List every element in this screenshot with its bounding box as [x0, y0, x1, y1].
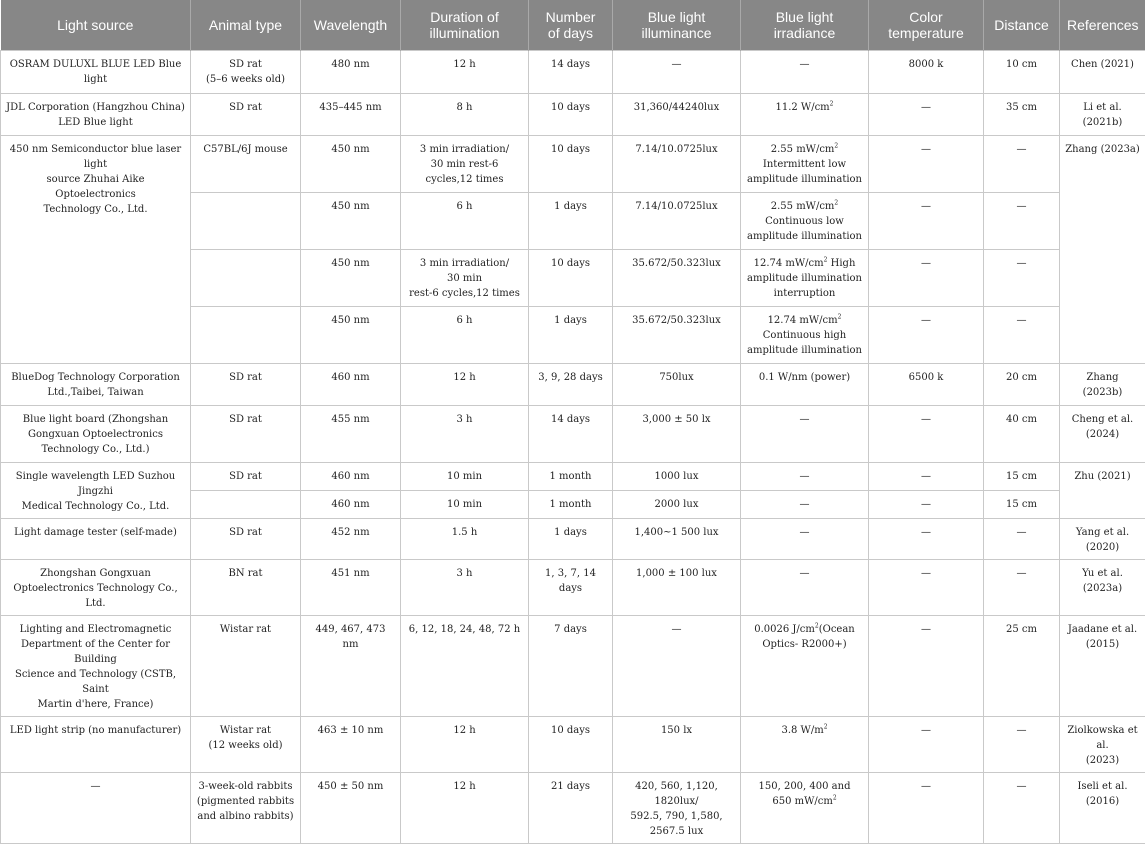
irradiance-value: 12.74 mW/cm: [754, 258, 824, 269]
cell-reference: Yu et al. (2023a): [1060, 560, 1145, 616]
table-row: [1, 406, 1145, 463]
header-irradiance: Blue light irradiance: [741, 0, 869, 51]
cell-light-source: JDL Corporation (Hangzhou China) LED Blue light: [1, 94, 191, 136]
cell-light-source: 450 nm Semiconductor blue laser light source Zhuhai Aike Optoelectronics Technology Co., Ltd.: [1, 136, 191, 364]
cell-days: 14 days: [529, 51, 613, 94]
cell-animal-type: 3-week-old rabbits (pigmented rabbits and albino rabbits): [191, 773, 301, 844]
cell-irradiance: —: [741, 51, 869, 94]
unit-exponent: 2: [834, 200, 838, 207]
table-row: [1, 717, 1145, 773]
cell-wavelength: 480 nm: [301, 51, 401, 94]
cell-color-temperature: 8000 k: [869, 51, 984, 94]
cell-animal-type: SD rat: [191, 519, 301, 560]
cell-illuminance: 2000 lux: [613, 491, 741, 519]
header-illuminance: Blue light illuminance: [613, 0, 741, 51]
cell-irradiance: —: [741, 519, 869, 560]
table-body: [1, 51, 1145, 844]
cell-duration: 3 h: [401, 406, 529, 463]
cell-illuminance: 150 lx: [613, 717, 741, 773]
cell-irradiance: —: [741, 406, 869, 463]
table-row: [1, 773, 1145, 844]
table-row: [1, 136, 1145, 193]
cell-days: 1, 3, 7, 14 days: [529, 560, 613, 616]
cell-distance: —: [984, 519, 1060, 560]
irradiance-value: 150, 200, 400 and 650 mW/cm: [759, 781, 851, 807]
cell-reference: Zhang (2023b): [1060, 364, 1145, 406]
cell-reference: Zhang (2023a): [1060, 136, 1145, 364]
cell-color-temperature: —: [869, 406, 984, 463]
cell-irradiance: —: [741, 491, 869, 519]
cell-distance: —: [984, 250, 1060, 307]
header-distance: Distance: [984, 0, 1060, 51]
cell-irradiance: [741, 136, 869, 193]
cell-light-source: Light damage tester (self-made): [1, 519, 191, 560]
cell-wavelength: 451 nm: [301, 560, 401, 616]
cell-illuminance: —: [613, 616, 741, 717]
cell-distance: —: [984, 717, 1060, 773]
cell-irradiance: —: [741, 560, 869, 616]
irradiance-value: 2.55 mW/cm: [771, 144, 835, 155]
cell-light-source: Lighting and Electromagnetic Department of the Center for Building Science and Technology (CSTB, Saint Martin d'here, France): [1, 616, 191, 717]
cell-illuminance: 420, 560, 1,120, 1820lux/ 592.5, 790, 1,580, 2567.5 lux: [613, 773, 741, 844]
table-row: [1, 94, 1145, 136]
cell-reference: Jaadane et al. (2015): [1060, 616, 1145, 717]
table-row: [1, 519, 1145, 560]
cell-illuminance: 750lux: [613, 364, 741, 406]
cell-wavelength: 435–445 nm: [301, 94, 401, 136]
cell-irradiance: [741, 193, 869, 250]
cell-duration: 10 min: [401, 491, 529, 519]
cell-color-temperature: —: [869, 560, 984, 616]
cell-animal-type: SD rat: [191, 463, 301, 491]
cell-distance: —: [984, 136, 1060, 193]
header-duration: Duration of illumination: [401, 0, 529, 51]
cell-light-source: —: [1, 773, 191, 844]
irradiance-note: Intermittent low amplitude illumination: [747, 159, 862, 185]
cell-wavelength: 450 ± 50 nm: [301, 773, 401, 844]
cell-days: 10 days: [529, 136, 613, 193]
cell-days: 7 days: [529, 616, 613, 717]
cell-duration: 10 min: [401, 463, 529, 491]
cell-illuminance: 35.672/50.323lux: [613, 307, 741, 364]
cell-distance: 25 cm: [984, 616, 1060, 717]
irradiance-value: 12.74 mW/cm: [768, 315, 838, 326]
unit-exponent: 2: [833, 795, 837, 802]
cell-distance: 35 cm: [984, 94, 1060, 136]
cell-illuminance: 1,400~1 500 lux: [613, 519, 741, 560]
cell-days: 10 days: [529, 717, 613, 773]
cell-distance: —: [984, 773, 1060, 844]
header-wavelength: Wavelength: [301, 0, 401, 51]
cell-animal-type: SD rat: [191, 406, 301, 463]
cell-light-source: LED light strip (no manufacturer): [1, 717, 191, 773]
unit-exponent: 2: [824, 257, 828, 264]
cell-color-temperature: —: [869, 463, 984, 491]
cell-light-source: Single wavelength LED Suzhou Jingzhi Medical Technology Co., Ltd.: [1, 463, 191, 519]
cell-days: 21 days: [529, 773, 613, 844]
header-color-temperature: Color temperature: [869, 0, 984, 51]
cell-irradiance: [741, 773, 869, 844]
cell-light-source: BlueDog Technology Corporation Ltd.,Taibei, Taiwan: [1, 364, 191, 406]
cell-irradiance: —: [741, 463, 869, 491]
cell-wavelength: 450 nm: [301, 136, 401, 193]
cell-color-temperature: —: [869, 307, 984, 364]
header-row: [1, 0, 1145, 51]
cell-animal-type: [191, 193, 301, 250]
cell-wavelength: 450 nm: [301, 250, 401, 307]
irradiance-note: Continuous high amplitude illumination: [747, 330, 862, 356]
cell-distance: 15 cm: [984, 463, 1060, 491]
cell-wavelength: 460 nm: [301, 364, 401, 406]
cell-duration: 12 h: [401, 364, 529, 406]
irradiance-note: Continuous low amplitude illumination: [747, 216, 862, 242]
cell-illuminance: 31,360/44240lux: [613, 94, 741, 136]
cell-illuminance: 3,000 ± 50 lx: [613, 406, 741, 463]
cell-wavelength: 460 nm: [301, 491, 401, 519]
table-row: [1, 364, 1145, 406]
cell-reference: Yang et al. (2020): [1060, 519, 1145, 560]
cell-color-temperature: —: [869, 717, 984, 773]
cell-animal-type: SD rat (5–6 weeks old): [191, 51, 301, 94]
cell-distance: —: [984, 307, 1060, 364]
cell-duration: 3 min irradiation/ 30 min rest-6 cycles,12 times: [401, 136, 529, 193]
cell-irradiance: [741, 717, 869, 773]
cell-illuminance: 1000 lux: [613, 463, 741, 491]
cell-illuminance: —: [613, 51, 741, 94]
cell-animal-type: C57BL/6J mouse: [191, 136, 301, 193]
cell-illuminance: 7.14/10.0725lux: [613, 136, 741, 193]
cell-wavelength: 460 nm: [301, 463, 401, 491]
cell-color-temperature: —: [869, 136, 984, 193]
cell-reference: Cheng et al. (2024): [1060, 406, 1145, 463]
cell-distance: —: [984, 560, 1060, 616]
table-row: [1, 463, 1145, 491]
cell-illuminance: 1,000 ± 100 lux: [613, 560, 741, 616]
cell-days: 1 days: [529, 519, 613, 560]
cell-color-temperature: —: [869, 616, 984, 717]
cell-days: 1 days: [529, 307, 613, 364]
header-number-of-days: Number of days: [529, 0, 613, 51]
cell-color-temperature: —: [869, 773, 984, 844]
cell-light-source: OSRAM DULUXL BLUE LED Blue light: [1, 51, 191, 94]
cell-wavelength: 463 ± 10 nm: [301, 717, 401, 773]
cell-color-temperature: —: [869, 519, 984, 560]
irradiance-value: 11.2 W/cm: [775, 102, 829, 113]
cell-light-source: Blue light board (Zhongshan Gongxuan Optoelectronics Technology Co., Ltd.): [1, 406, 191, 463]
unit-exponent: 2: [838, 314, 842, 321]
cell-color-temperature: —: [869, 491, 984, 519]
cell-animal-type: SD rat: [191, 94, 301, 136]
cell-wavelength: 450 nm: [301, 307, 401, 364]
cell-color-temperature: —: [869, 250, 984, 307]
table-header: [1, 0, 1145, 51]
irradiance-note: High amplitude illumination interruption: [747, 258, 862, 299]
cell-days: 10 days: [529, 94, 613, 136]
cell-duration: 12 h: [401, 717, 529, 773]
cell-irradiance: 0.1 W/nm (power): [741, 364, 869, 406]
table-row: [1, 51, 1145, 94]
cell-animal-type: Wistar rat (12 weeks old): [191, 717, 301, 773]
cell-distance: 40 cm: [984, 406, 1060, 463]
cell-animal-type: [191, 307, 301, 364]
cell-duration: 6 h: [401, 307, 529, 364]
cell-wavelength: 455 nm: [301, 406, 401, 463]
unit-exponent: 2: [834, 143, 838, 150]
cell-illuminance: 35.672/50.323lux: [613, 250, 741, 307]
cell-reference: Chen (2021): [1060, 51, 1145, 94]
cell-color-temperature: —: [869, 193, 984, 250]
cell-irradiance: [741, 616, 869, 717]
cell-illuminance: 7.14/10.0725lux: [613, 193, 741, 250]
header-references: References: [1060, 0, 1145, 51]
unit-exponent: 2: [815, 623, 819, 630]
cell-distance: 15 cm: [984, 491, 1060, 519]
cell-days: 14 days: [529, 406, 613, 463]
unit-exponent: 2: [830, 101, 834, 108]
cell-distance: 10 cm: [984, 51, 1060, 94]
cell-light-source: Zhongshan Gongxuan Optoelectronics Technology Co., Ltd.: [1, 560, 191, 616]
irradiance-note: (Ocean Optics- R2000+): [762, 624, 854, 650]
cell-days: 1 month: [529, 491, 613, 519]
cell-duration: 12 h: [401, 51, 529, 94]
cell-animal-type: [191, 491, 301, 519]
cell-animal-type: [191, 250, 301, 307]
cell-duration: 6, 12, 18, 24, 48, 72 h: [401, 616, 529, 717]
cell-days: 3, 9, 28 days: [529, 364, 613, 406]
cell-irradiance: [741, 307, 869, 364]
cell-duration: 3 h: [401, 560, 529, 616]
cell-color-temperature: 6500 k: [869, 364, 984, 406]
cell-days: 1 month: [529, 463, 613, 491]
header-light-source: Light source: [1, 0, 191, 51]
cell-distance: 20 cm: [984, 364, 1060, 406]
cell-duration: 3 min irradiation/ 30 min rest-6 cycles,12 times: [401, 250, 529, 307]
cell-color-temperature: —: [869, 94, 984, 136]
cell-wavelength: 452 nm: [301, 519, 401, 560]
cell-reference: Li et al. (2021b): [1060, 94, 1145, 136]
cell-wavelength: 450 nm: [301, 193, 401, 250]
cell-reference: Zhu (2021): [1060, 463, 1145, 519]
table-row: [1, 560, 1145, 616]
cell-days: 1 days: [529, 193, 613, 250]
cell-irradiance: [741, 94, 869, 136]
cell-duration: 12 h: [401, 773, 529, 844]
cell-wavelength: 449, 467, 473 nm: [301, 616, 401, 717]
irradiance-value: 2.55 mW/cm: [771, 201, 835, 212]
cell-duration: 8 h: [401, 94, 529, 136]
cell-reference: Ziolkowska et al. (2023): [1060, 717, 1145, 773]
table-row: [1, 616, 1145, 717]
unit-exponent: 2: [824, 724, 828, 731]
cell-irradiance: [741, 250, 869, 307]
cell-days: 10 days: [529, 250, 613, 307]
cell-reference: Iseli et al. (2016): [1060, 773, 1145, 844]
irradiance-value: 3.8 W/m: [781, 725, 823, 736]
cell-animal-type: SD rat: [191, 364, 301, 406]
cell-animal-type: BN rat: [191, 560, 301, 616]
irradiance-value: 0.0026 J/cm: [754, 624, 815, 635]
cell-animal-type: Wistar rat: [191, 616, 301, 717]
header-animal-type: Animal type: [191, 0, 301, 51]
cell-duration: 1.5 h: [401, 519, 529, 560]
cell-distance: —: [984, 193, 1060, 250]
cell-duration: 6 h: [401, 193, 529, 250]
